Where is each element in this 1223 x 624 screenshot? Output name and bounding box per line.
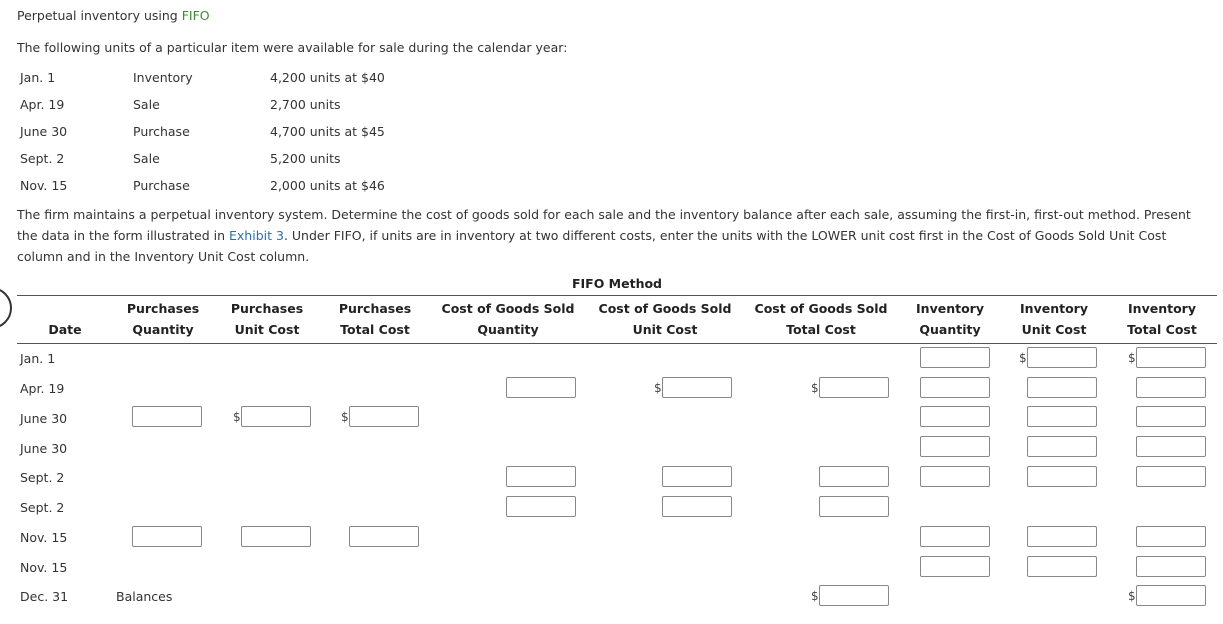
purchases-total-cost-input[interactable] [349, 526, 419, 547]
instructions-text: The firm maintains a perpetual inventory system. Determine the cost of goods sold for each sale and the inventory balance after each sale, assuming the first-in, first-out method. Present the data in the form illustrated in Exhibit 3. Under FIFO, if units are in inventory at two different costs, enter the units with the LOWER unit cost first in the Cost of Goods Sold Unit Cost column and in the Inventory Unit Cost column. [17, 207, 1191, 264]
row-date: Nov. 15 [20, 560, 68, 575]
row-date: June 30 [20, 411, 68, 426]
inventory-total-cost-balance-input[interactable] [1136, 585, 1206, 606]
purchases-quantity-input[interactable] [132, 406, 202, 427]
inventory-unit-cost-input[interactable] [1027, 347, 1097, 368]
header-date: Date [48, 322, 82, 337]
inventory-total-cost-input[interactable] [1136, 466, 1206, 487]
currency-symbol: $ [654, 381, 662, 395]
cogs-unit-cost-input[interactable] [662, 496, 732, 517]
currency-symbol: $ [1019, 351, 1027, 365]
currency-symbol: $ [811, 589, 819, 603]
purchases-quantity-input[interactable] [132, 526, 202, 547]
header-inventory-unit-cost: Inventory Unit Cost [1020, 301, 1088, 337]
transaction-date: Nov. 15 [20, 178, 68, 193]
intro-text: The following units of a particular item were available for sale during the calendar year: [17, 40, 568, 55]
header-purchases-unit-cost: Purchases Unit Cost [230, 301, 304, 337]
cogs-unit-cost-input[interactable] [662, 466, 732, 487]
row-date: Apr. 19 [20, 381, 65, 396]
inventory-total-cost-input[interactable] [1136, 436, 1206, 457]
currency-symbol: $ [1128, 351, 1136, 365]
inventory-quantity-input[interactable] [920, 347, 990, 368]
inventory-total-cost-input[interactable] [1136, 406, 1206, 427]
inventory-quantity-input[interactable] [920, 526, 990, 547]
transaction-type: Purchase [133, 124, 190, 139]
transaction-type: Sale [133, 97, 160, 112]
inventory-unit-cost-input[interactable] [1027, 377, 1097, 398]
inventory-unit-cost-input[interactable] [1027, 556, 1097, 577]
inventory-quantity-input[interactable] [920, 406, 990, 427]
row-date: Dec. 31 [20, 589, 69, 604]
transaction-detail: 4,200 units at $40 [270, 70, 385, 85]
balances-label: Balances [116, 589, 173, 604]
header-cogs-unit-cost: Cost of Goods Sold Unit Cost [598, 301, 732, 337]
table-top-rule [17, 295, 1217, 296]
transaction-detail: 2,700 units [270, 97, 341, 112]
currency-symbol: $ [341, 410, 349, 424]
table-header-rule [17, 343, 1217, 344]
inventory-unit-cost-input[interactable] [1027, 436, 1097, 457]
inventory-total-cost-input[interactable] [1136, 526, 1206, 547]
inventory-unit-cost-input[interactable] [1027, 466, 1097, 487]
scroll-indicator-circle [0, 287, 12, 329]
inventory-quantity-input[interactable] [920, 466, 990, 487]
transaction-type: Sale [133, 151, 160, 166]
inventory-total-cost-input[interactable] [1136, 377, 1206, 398]
header-cogs-quantity: Cost of Goods Sold Quantity [441, 301, 575, 337]
header-inventory-total-cost: Inventory Total Cost [1127, 301, 1197, 337]
cogs-total-cost-input[interactable] [819, 377, 889, 398]
row-date: Jan. 1 [20, 351, 56, 366]
inventory-quantity-input[interactable] [920, 556, 990, 577]
inventory-total-cost-input[interactable] [1136, 556, 1206, 577]
inventory-total-cost-input[interactable] [1136, 347, 1206, 368]
cogs-total-cost-input[interactable] [819, 496, 889, 517]
purchases-unit-cost-input[interactable] [241, 526, 311, 547]
header-inventory-quantity: Inventory Quantity [916, 301, 984, 337]
header-cogs-total-cost: Cost of Goods Sold Total Cost [754, 301, 888, 337]
purchases-total-cost-input[interactable] [349, 406, 419, 427]
transaction-date: Sept. 2 [20, 151, 65, 166]
inventory-quantity-input[interactable] [920, 436, 990, 457]
cogs-quantity-input[interactable] [506, 377, 576, 398]
transaction-date: June 30 [20, 124, 68, 139]
header-purchases-total-cost: Purchases Total Cost [338, 301, 412, 337]
transaction-date: Apr. 19 [20, 97, 65, 112]
purchases-unit-cost-input[interactable] [241, 406, 311, 427]
row-date: Sept. 2 [20, 470, 65, 485]
transaction-type: Purchase [133, 178, 190, 193]
inventory-unit-cost-input[interactable] [1027, 526, 1097, 547]
cogs-total-cost-input[interactable] [819, 466, 889, 487]
inventory-quantity-input[interactable] [920, 377, 990, 398]
row-date: Nov. 15 [20, 530, 68, 545]
cogs-unit-cost-input[interactable] [662, 377, 732, 398]
transaction-detail: 5,200 units [270, 151, 341, 166]
transaction-detail: 4,700 units at $45 [270, 124, 385, 139]
page-title: Perpetual inventory using FIFO [17, 8, 210, 23]
currency-symbol: $ [811, 381, 819, 395]
currency-symbol: $ [1128, 589, 1136, 603]
cogs-total-cost-balance-input[interactable] [819, 585, 889, 606]
header-purchases-quantity: Purchases Quantity [126, 301, 200, 337]
fifo-method-title: FIFO Method [571, 276, 663, 291]
exhibit-3-link[interactable]: Exhibit 3 [229, 228, 284, 243]
currency-symbol: $ [233, 410, 241, 424]
row-date: Sept. 2 [20, 500, 65, 515]
cogs-quantity-input[interactable] [506, 496, 576, 517]
fifo-link[interactable]: FIFO [181, 8, 210, 23]
cogs-quantity-input[interactable] [506, 466, 576, 487]
row-date: June 30 [20, 441, 68, 456]
transaction-date: Jan. 1 [20, 70, 56, 85]
inventory-unit-cost-input[interactable] [1027, 406, 1097, 427]
transaction-detail: 2,000 units at $46 [270, 178, 385, 193]
transaction-type: Inventory [133, 70, 193, 85]
